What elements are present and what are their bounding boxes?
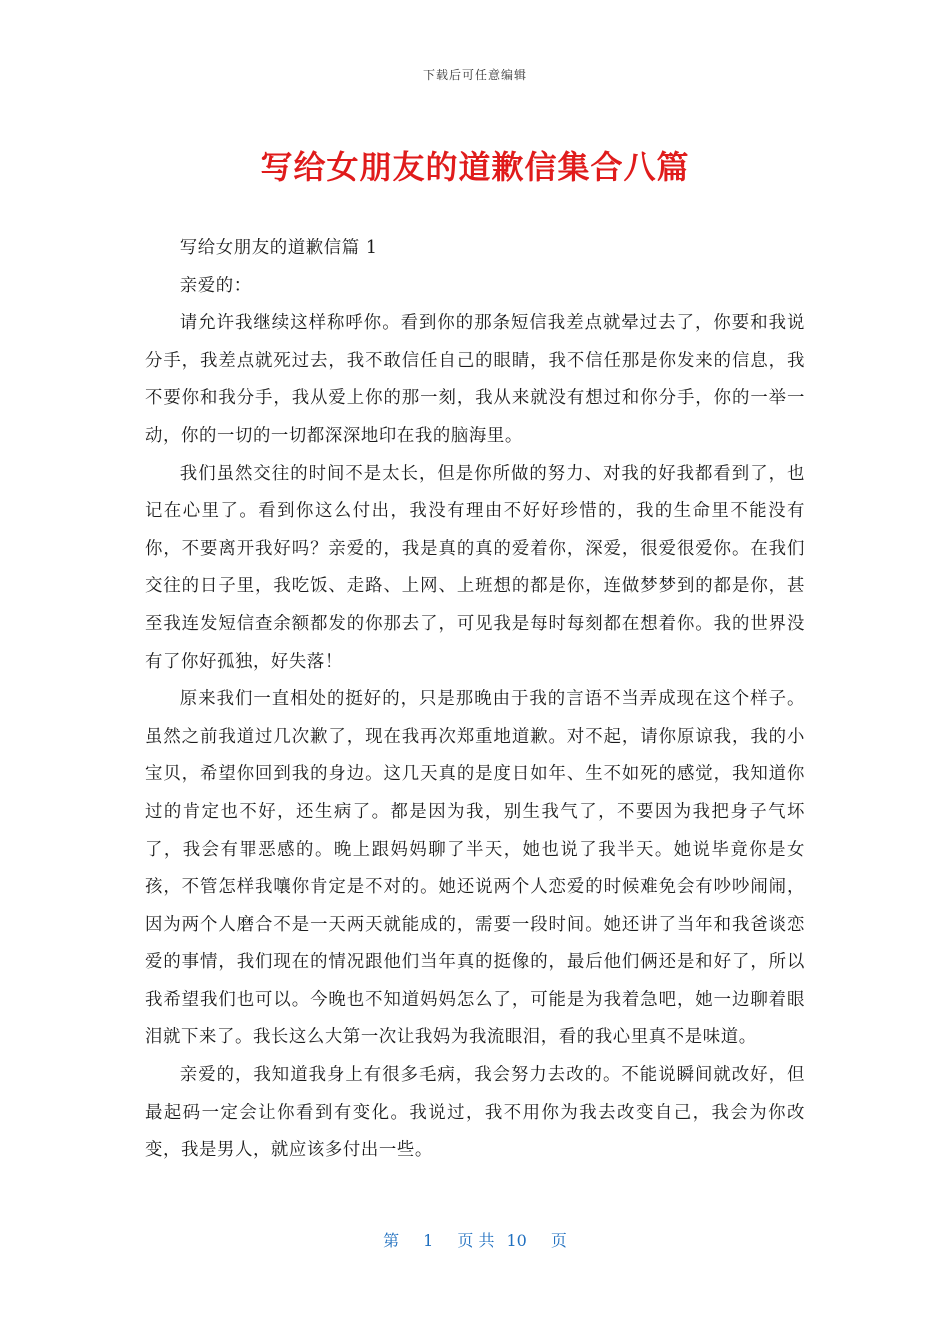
body-paragraph: 请允许我继续这样称呼你。看到你的那条短信我差点就晕过去了，你要和我说分手，我差点就死过去，我不敢信任自己的眼睛，我不信任那是你发来的信息，我不要你和我分手，我从爱上你的那一刻，我从来就没有想过和你分手，你的一举一动，你的一切的一切都深深地印在我的脑海里。 bbox=[145, 313, 805, 446]
salutation: 亲爱的： bbox=[179, 275, 252, 296]
footer-page-label: 第 bbox=[383, 1231, 400, 1250]
footer-total-prefix: 页 共 bbox=[457, 1231, 495, 1250]
body-paragraph: 原来我们一直相处的挺好的，只是那晚由于我的言语不当弄成现在这个样子。虽然之前我道过几次歉了，现在我再次郑重地道歉。对不起，请你原谅我，我的小宝贝，希望你回到我的身边。这几天真的是度日如年、生不如死的感觉，我知道你过的肯定也不好，还生病了。都是因为我，别生我气了，不要因为我把身子气坏了，我会有罪恶感的。晚上跟妈妈聊了半天，她也说了我半天。她说毕竟你是女孩，不管怎样我嚷你肯定是不对的。她还说两个人恋爱的时候难免会有吵吵闹闹，因为两个人磨合不是一天两天就能成的，需要一段时间。她还讲了当年和我爸谈恋爱的事情，我们现在的情况跟他们当年真的挺像的，最后他们俩还是和好了，所以我希望我们也可以。今晚也不知道妈妈怎么了，可能是为我着急吧，她一边聊着眼泪就下来了。我长这么大第一次让我妈为我流眼泪，看的我心里真不是味道。 bbox=[145, 689, 805, 1048]
footer-current-page: 1 bbox=[423, 1231, 434, 1250]
page-footer bbox=[0, 1228, 950, 1251]
document-title: 写给女朋友的道歉信集合八篇 bbox=[260, 148, 690, 186]
footer-total-suffix: 页 bbox=[550, 1231, 567, 1250]
document-body bbox=[145, 230, 805, 1170]
header-note: 下载后可任意编辑 bbox=[422, 68, 527, 82]
section-heading: 写给女朋友的道歉信篇 1 bbox=[179, 238, 378, 258]
body-paragraph: 亲爱的，我知道我身上有很多毛病，我会努力去改的。不能说瞬间就改好，但最起码一定会让你看到有变化。我说过，我不用你为我去改变自己，我会为你改变，我是男人，就应该多付出一些。 bbox=[145, 1065, 805, 1161]
body-paragraph: 我们虽然交往的时间不是太长，但是你所做的努力、对我的好我都看到了，也记在心里了。看到你这么付出，我没有理由不好好珍惜的，我的生命里不能没有你，不要离开我好吗？亲爱的，我是真的真的爱着你，深爱，很爱很爱你。在我们交往的日子里，我吃饭、走路、上网、上班想的都是你，连做梦梦到的都是你，甚至我连发短信查余额都发的你那去了，可见我是每时每刻都在想着你。我的世界没有了你好孤独，好失落！ bbox=[145, 463, 805, 672]
footer-total-pages: 10 bbox=[506, 1231, 527, 1250]
